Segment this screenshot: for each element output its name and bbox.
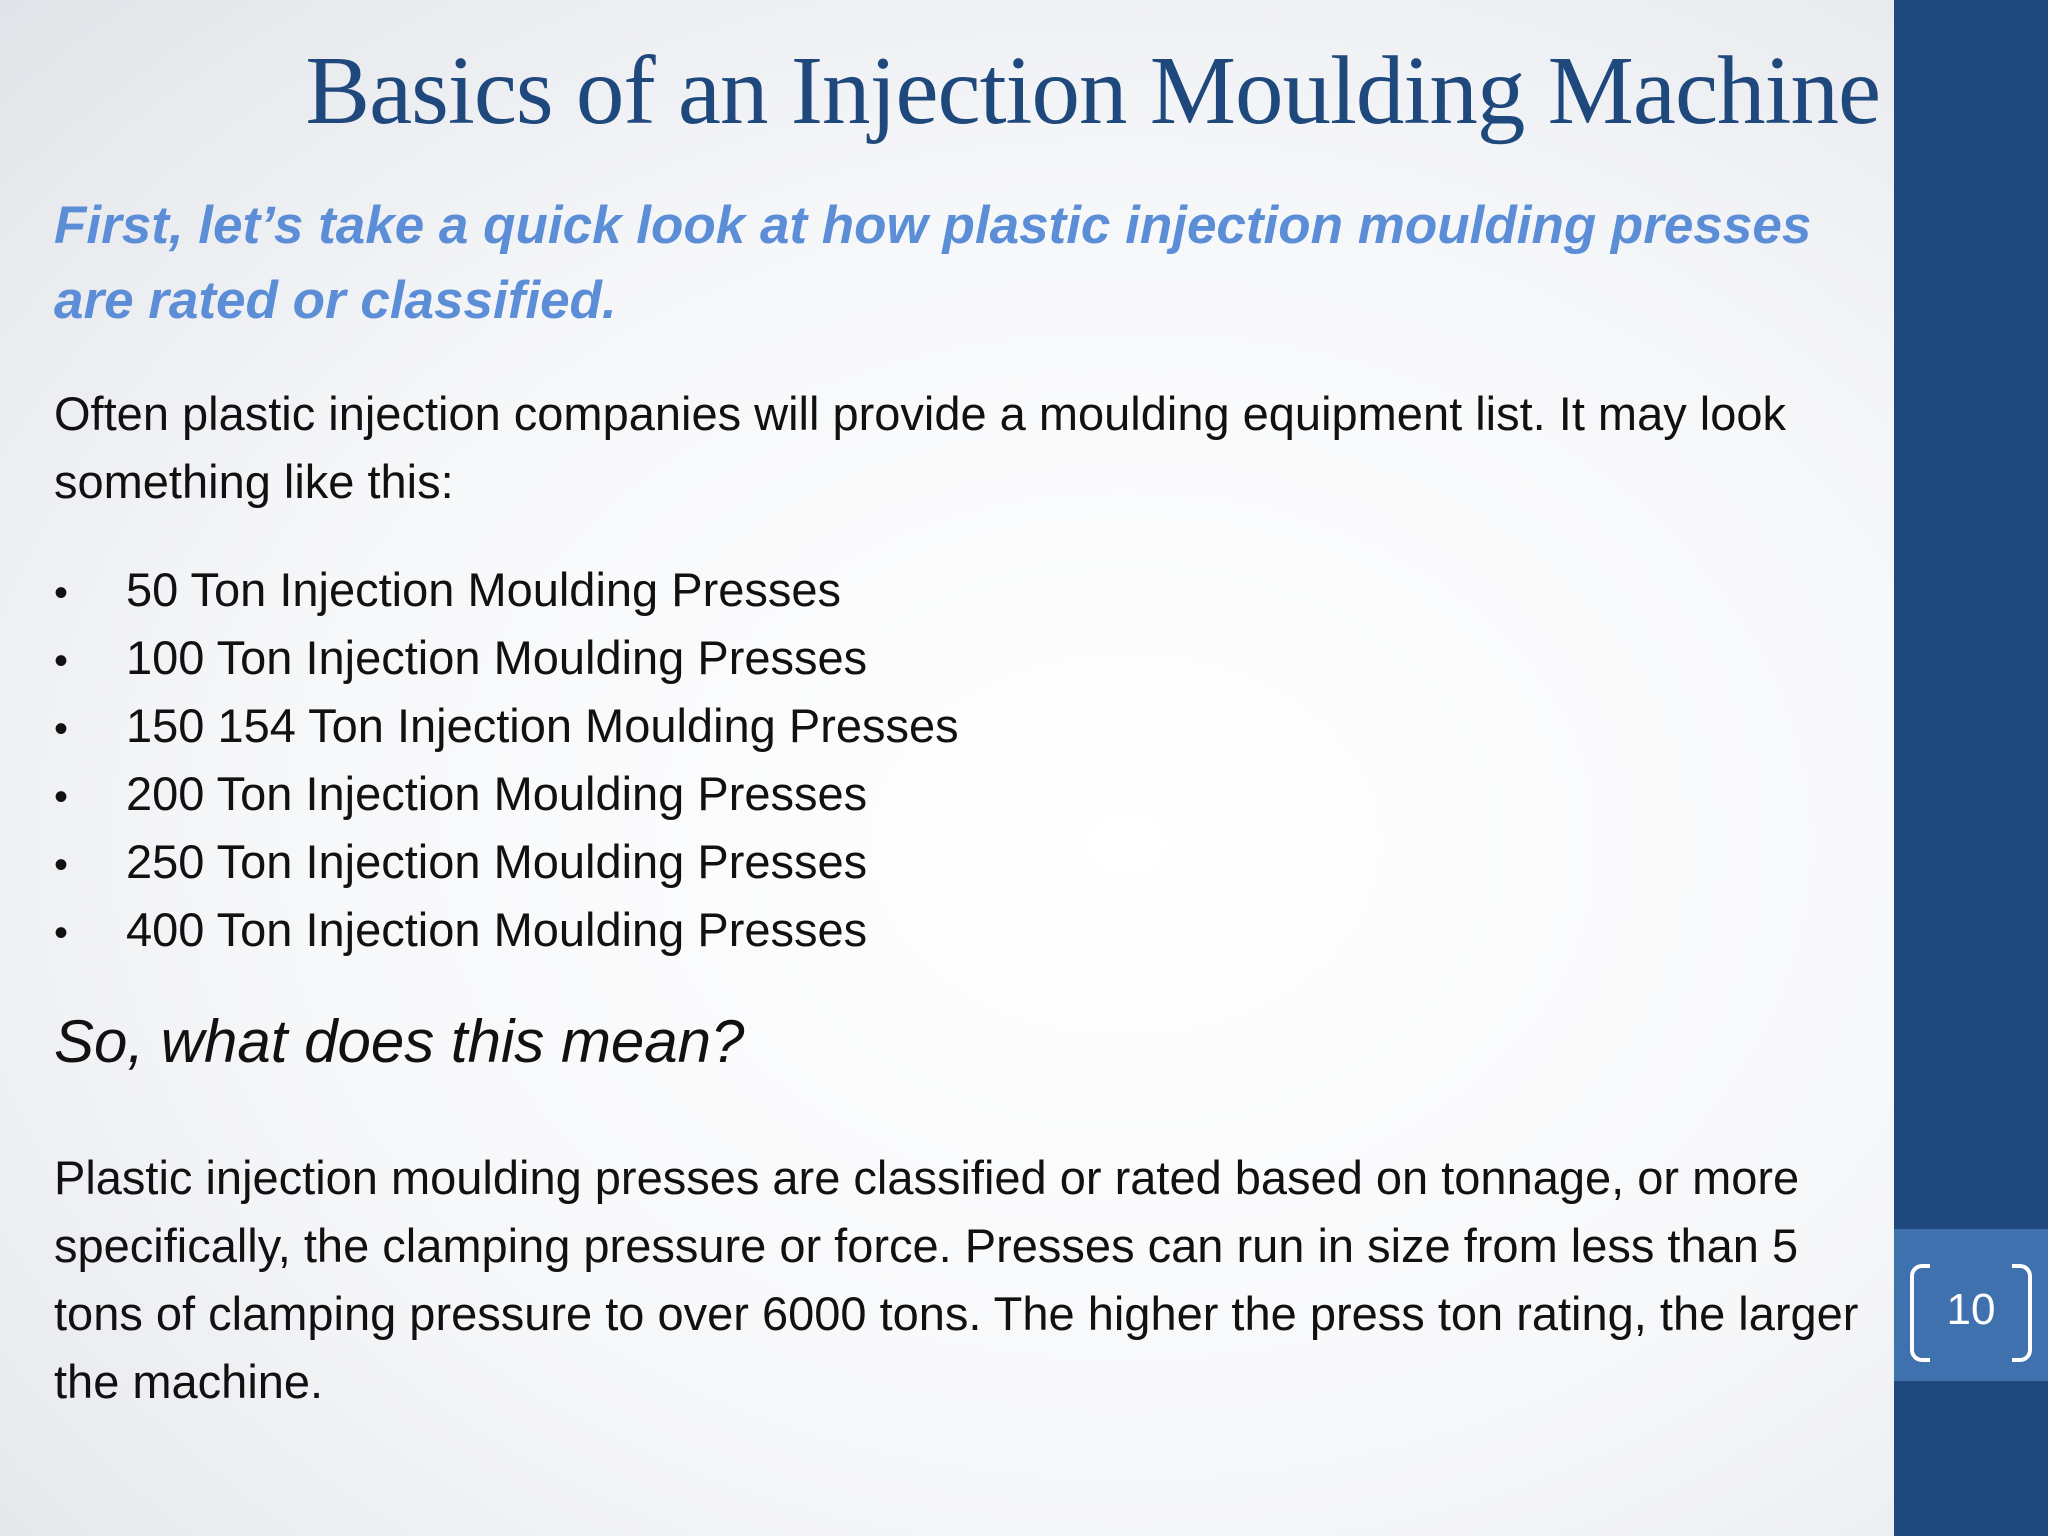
list-item-text: 200 Ton Injection Moulding Presses [126,767,868,820]
list-item-text: 100 Ton Injection Moulding Presses [126,631,868,684]
bullet-icon: • [54,911,69,955]
list-item-text: 250 Ton Injection Moulding Presses [126,835,868,888]
bullet-icon: • [54,571,69,615]
list-item [54,556,959,624]
classification-paragraph: Plastic injection moulding presses are classified or rated based on tonnage, or more specifically, the clamping pressure or force. Presses can run in size from less than 5 tons of clamping pressure to over 6000 tons. The higher the press ton rating, the larger the machine. [54,1151,1859,1408]
bullet-icon: • [54,707,69,751]
list-item [54,828,959,896]
press-list [54,556,959,964]
list-item [54,692,959,760]
list-item [54,896,959,964]
question-heading: So, what does this mean? [54,1008,745,1075]
equipment-list-intro: Often plastic injection companies will provide a moulding equipment list. It may look something like this: [54,387,1787,508]
bullet-icon: • [54,775,69,819]
bullet-icon: • [54,639,69,683]
list-item [54,624,959,692]
list-item-text: 400 Ton Injection Moulding Presses [126,903,868,956]
list-item-text: 50 Ton Injection Moulding Presses [126,563,842,616]
bullet-icon: • [54,843,69,887]
intro-text: First, let’s take a quick look at how plastic injection moulding presses are rated or classified. [54,196,1812,330]
page-number: 10 [1946,1285,1996,1334]
list-item [54,760,959,828]
slide-title: Basics of an Injection Moulding Machine [305,37,1880,144]
list-item-text: 150 154 Ton Injection Moulding Presses [126,699,959,752]
